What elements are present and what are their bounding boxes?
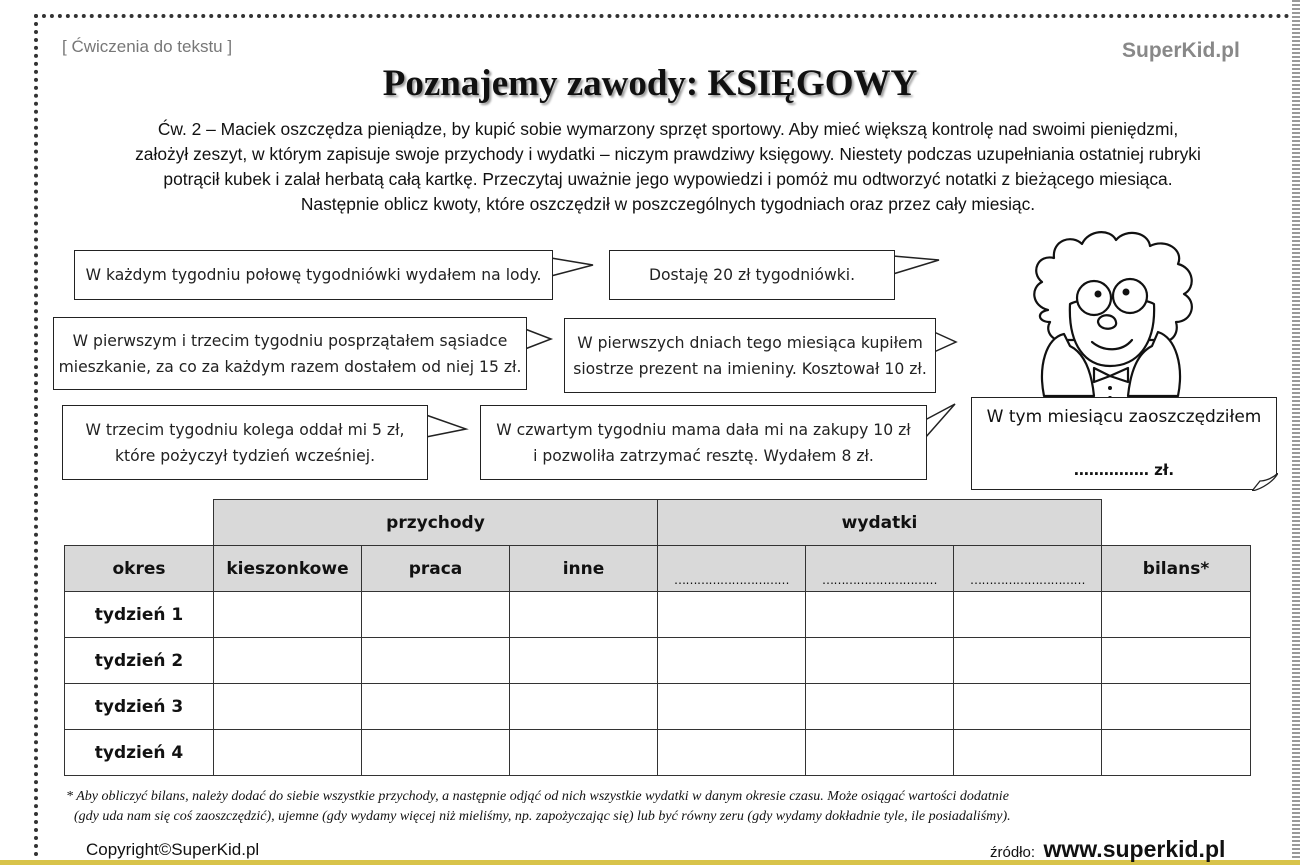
table-cell[interactable] bbox=[510, 730, 658, 776]
table-cell[interactable] bbox=[806, 730, 954, 776]
speech-bubble-tail bbox=[893, 254, 943, 278]
table-cell[interactable] bbox=[806, 684, 954, 730]
speech-bubble-tail bbox=[551, 256, 595, 278]
table-cell[interactable] bbox=[214, 592, 362, 638]
table-cell[interactable] bbox=[362, 684, 510, 730]
page-curl-icon bbox=[1252, 473, 1278, 491]
bubble-text: które pożyczył tydzień wcześniej. bbox=[114, 446, 376, 465]
row-label-week: tydzień 4 bbox=[65, 730, 214, 776]
expenses-group-header: wydatki bbox=[658, 500, 1102, 546]
table-cell[interactable] bbox=[806, 638, 954, 684]
boy-illustration bbox=[1008, 226, 1213, 404]
instruction-line: potrącił kubek i zalał herbatą całą kartkę. Przeczytaj uważnie jego wypowiedzi i pomóż mu odtworzyć notatki z bieżącego miesiąca. bbox=[163, 169, 1173, 189]
table-empty-corner bbox=[1102, 500, 1251, 546]
table-row bbox=[65, 730, 1251, 776]
bubble-text: W pierwszych dniach tego miesiąca kupiłem bbox=[577, 333, 923, 352]
speech-bubble-tail bbox=[934, 330, 960, 356]
column-header-pocket-money: kieszonkowe bbox=[214, 546, 362, 592]
speech-bubble-tail bbox=[426, 413, 468, 441]
table-row bbox=[65, 592, 1251, 638]
exercise-instructions bbox=[70, 117, 1266, 217]
edge-stripe bbox=[1292, 0, 1300, 865]
table-cell[interactable] bbox=[214, 684, 362, 730]
bubble-text: W każdym tygodniu połowę tygodniówki wydałem na lody. bbox=[85, 266, 542, 284]
table-cell[interactable] bbox=[214, 638, 362, 684]
bubble-text: Dostaję 20 zł tygodniówki. bbox=[648, 266, 856, 284]
bubble-text: siostrze prezent na imieniny. Kosztował 10 zł. bbox=[573, 359, 927, 378]
income-expense-table bbox=[64, 499, 1251, 776]
speech-bubble-allowance bbox=[609, 250, 895, 300]
column-header-other: inne bbox=[510, 546, 658, 592]
instruction-line: założył zeszyt, w którym zapisuje swoje przychody i wydatki – niczym prawdziwy księgowy. Niestety podczas uzupełniania ostatniej rubryki bbox=[135, 144, 1201, 164]
bubble-text: W trzecim tygodniu kolega oddał mi 5 zł, bbox=[85, 420, 405, 439]
section-tag: [ Ćwiczenia do tekstu ] bbox=[62, 37, 233, 56]
speech-bubble-tail bbox=[925, 402, 959, 440]
table-cell[interactable] bbox=[362, 592, 510, 638]
table-cell[interactable] bbox=[362, 730, 510, 776]
footnote-line: * Aby obliczyć bilans, należy dodać do siebie wszystkie przychody, a następnie odjąć od nich wszystkie wydatki w danym okresie czasu. Może osiągać wartości dodatnie bbox=[66, 789, 1009, 804]
row-label-week: tydzień 3 bbox=[65, 684, 214, 730]
table-cell[interactable] bbox=[658, 730, 806, 776]
bubble-text: mieszkanie, za co za każdym razem dostałem od niej 15 zł. bbox=[58, 357, 522, 376]
column-header-period: okres bbox=[65, 546, 214, 592]
expense-category-blank[interactable]: ………………………… bbox=[658, 546, 806, 592]
column-header-work: praca bbox=[362, 546, 510, 592]
table-cell[interactable] bbox=[1102, 684, 1251, 730]
table-cell[interactable] bbox=[1102, 638, 1251, 684]
brand-logo[interactable]: SuperKid.pl bbox=[1122, 39, 1240, 62]
instruction-line: Ćw. 2 – Maciek oszczędza pieniądze, by kupić sobie wymarzony sprzęt sportowy. Aby mieć większą kontrolę nad swoimi pieniędzmi, bbox=[157, 119, 1179, 139]
savings-answer-blank[interactable]: …………… zł. bbox=[1073, 461, 1175, 479]
speech-bubble-gift bbox=[564, 318, 936, 393]
table-row bbox=[65, 684, 1251, 730]
expense-category-blank[interactable]: ………………………… bbox=[806, 546, 954, 592]
speech-bubble-loan bbox=[62, 405, 428, 480]
table-row bbox=[65, 638, 1251, 684]
source-link[interactable]: www.superkid.pl bbox=[1043, 836, 1226, 862]
speech-bubble-shopping bbox=[480, 405, 927, 480]
row-label-week: tydzień 1 bbox=[65, 592, 214, 638]
speech-bubble-tail bbox=[525, 327, 555, 351]
table-cell[interactable] bbox=[954, 730, 1102, 776]
table-cell[interactable] bbox=[658, 592, 806, 638]
instruction-line: Następnie oblicz kwoty, które oszczędził w poszczególnych tygodniach oraz przez cały miesiąc. bbox=[300, 194, 1036, 214]
column-header-balance: bilans* bbox=[1102, 546, 1251, 592]
table-cell[interactable] bbox=[806, 592, 954, 638]
source-label: źródło: bbox=[990, 844, 1036, 861]
row-label-week: tydzień 2 bbox=[65, 638, 214, 684]
table-cell[interactable] bbox=[510, 684, 658, 730]
bubble-text: W czwartym tygodniu mama dała mi na zakupy 10 zł bbox=[496, 420, 911, 439]
income-group-header: przychody bbox=[214, 500, 658, 546]
savings-label: W tym miesiącu zaoszczędziłem bbox=[986, 407, 1262, 427]
table-cell[interactable] bbox=[954, 684, 1102, 730]
table-cell[interactable] bbox=[954, 592, 1102, 638]
table-cell[interactable] bbox=[658, 684, 806, 730]
monthly-savings-box bbox=[971, 397, 1277, 490]
bubble-text: i pozwoliła zatrzymać resztę. Wydałem 8 zł. bbox=[533, 446, 874, 465]
expense-category-blank[interactable]: ………………………… bbox=[954, 546, 1102, 592]
copyright-notice: Copyright©SuperKid.pl bbox=[86, 840, 260, 859]
page-title: Poznajemy zawody: KSIĘGOWY bbox=[382, 63, 918, 104]
source-credit bbox=[990, 836, 1225, 863]
table-cell[interactable] bbox=[362, 638, 510, 684]
bubble-text: W pierwszym i trzecim tygodniu posprzątałem sąsiadce bbox=[72, 331, 508, 350]
speech-bubble-cleaning bbox=[53, 317, 527, 390]
table-cell[interactable] bbox=[1102, 730, 1251, 776]
balance-footnote bbox=[66, 787, 1166, 827]
table-cell[interactable] bbox=[510, 592, 658, 638]
table-cell[interactable] bbox=[954, 638, 1102, 684]
speech-bubble-ice-cream bbox=[74, 250, 553, 300]
footnote-line: (gdy uda nam się coś zaoszczędzić), ujemne (gdy wydamy więcej niż mieliśmy, np. zapożyczając się) lub być równy zeru (gdy wydamy dokładnie tyle, ile posiadaliśmy). bbox=[74, 809, 1011, 824]
table-cell[interactable] bbox=[658, 638, 806, 684]
table-cell[interactable] bbox=[510, 638, 658, 684]
table-cell[interactable] bbox=[1102, 592, 1251, 638]
table-empty-corner bbox=[65, 500, 214, 546]
table-cell[interactable] bbox=[214, 730, 362, 776]
